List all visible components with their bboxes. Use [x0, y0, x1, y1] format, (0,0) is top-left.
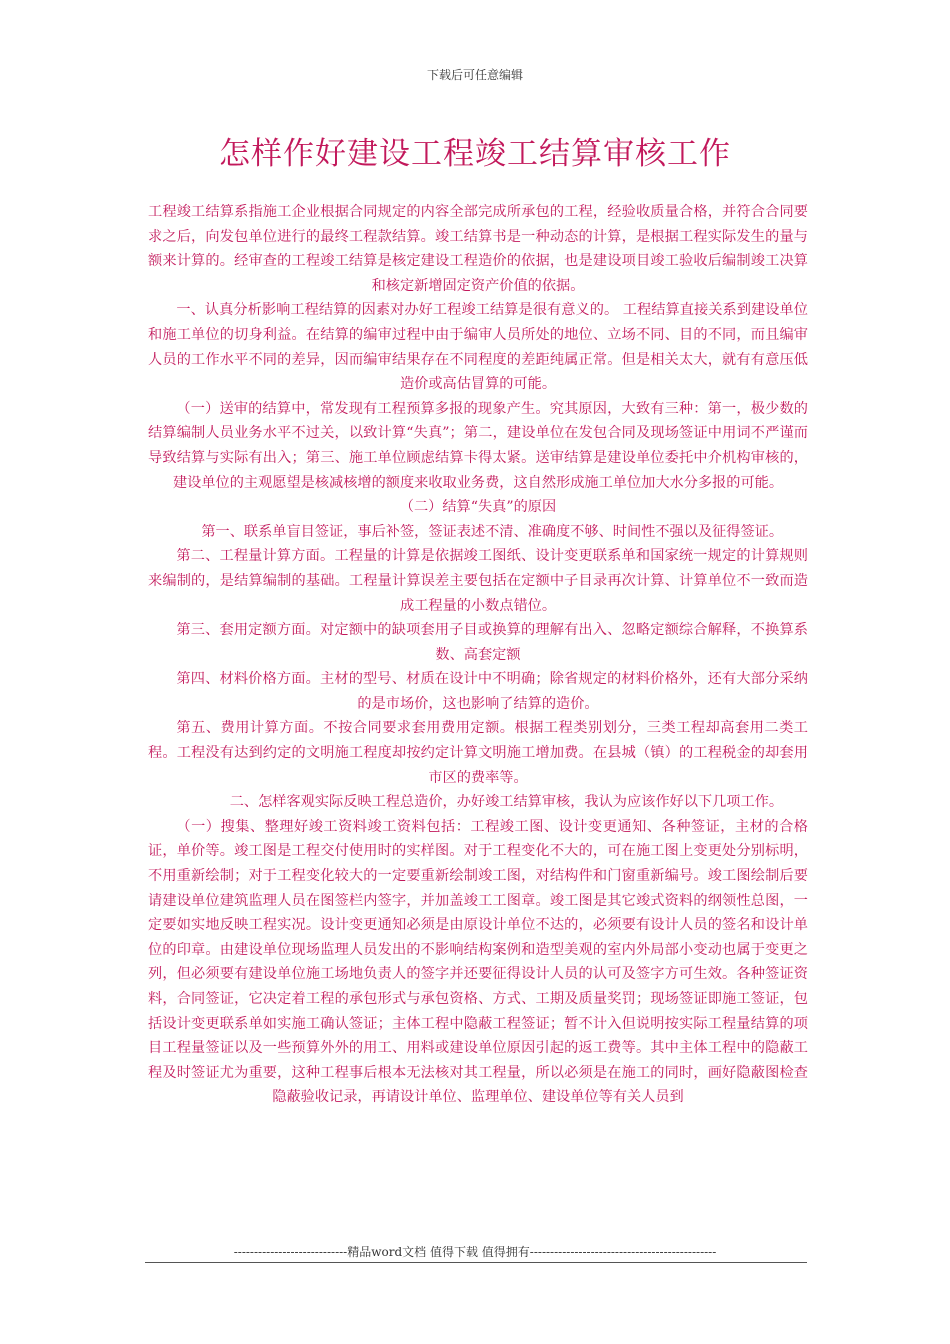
paragraph-point-4: 第四、材料价格方面。主材的型号、材质在设计中不明确；除省规定的材料价格外，还有大部分采纳的是市场价，这也影响了结算的造价。: [176, 671, 808, 712]
document-body: [148, 200, 808, 1110]
footer-divider: [145, 1262, 807, 1263]
footer-text: ----------------------------精品word文档 值得下载 值得拥有----------------------------------------------: [233, 1245, 717, 1259]
paragraph-point-1: 第一、联系单盲目签证，事后补签，签证表述不清、准确度不够、时间性不强以及征得签证。: [201, 523, 784, 540]
paragraph-intro: 工程竣工结算系指施工企业根据合同规定的内容全部完成所承包的工程，经验收质量合格，并符合合同要求之后，向发包单位进行的最终工程款结算。竣工结算书是一种动态的计算，是根据工程实际发生的量与额来计算的。经审查的工程竣工结算是核定建设工程造价的依据，也是建设项目竣工验收后编制竣工决算和核定新增固定资产价值的依据。: [148, 204, 808, 294]
header-note: 下载后可任意编辑: [426, 68, 523, 82]
paragraph-subsection-2-heading: （二）结算“失真”的原因: [399, 499, 557, 516]
paragraph-subsection-1: （一）送审的结算中，常发现有工程预算多报的现象产生。究其原因，大致有三种：第一，极少数的结算编制人员业务水平不过关，以致计算“失真”；第二，建设单位在发包合同及现场签证中用词不严谨而导致结算与实际有出入；第三、施工单位顾虑结算卡得太紧。送审结算是建设单位委托中介机构审核的，建设单位的主观愿望是核减核增的额度来收取业务费，这自然形成施工单位加大水分多报的可能。: [148, 400, 808, 491]
paragraph-section-2-item-1: （一）搜集、整理好竣工资料竣工资料包括：工程竣工图、设计变更通知、各种签证，主材的合格证，单价等。竣工图是工程交付使用时的实样图。对于工程变化不大的，可在施工图上变更处分别标明，不用重新绘制；对于工程变化较大的一定要重新绘制竣工图，对结构件和门窗重新编号。竣工图绘制后要请建设单位建筑监理人员在图签栏内签字，并加盖竣工工图章。竣工图是其它竣式资料的纲领性总图，一定要如实地反映工程实况。设计变更通知必须是由原设计单位不达的，必须要有设计人员的签名和设计单位的印章。由建设单位现场监理人员发出的不影响结构案例和造型美观的室内外局部小变动也属于变更之列，但必须要有建设单位施工场地负责人的签字并还要征得设计人员的认可及签字方可生效。各种签证资料，合同签证，它决定着工程的承包形式与承包资格、方式、工期及质量奖罚；现场签证即施工签证，包括设计变更联系单如实施工确认签证；主体工程中隐蔽工程签证；暂不计入但说明按实际工程量结算的项目工程量签证以及一些预算外外的用工、用料或建设单位原因引起的返工费等。其中主体工程中的隐蔽工程及时签证尤为重要，这种工程事后根本无法核对其工程量，所以必须是在施工的同时，画好隐蔽图检查隐蔽验收记录，再请设计单位、监理单位、建设单位等有关人员到: [148, 818, 808, 1106]
paragraph-section-2: 二、怎样客观实际反映工程总造价，办好竣工结算审核，我认为应该作好以下几项工作。: [229, 794, 784, 811]
paragraph-point-2: 第二、工程量计算方面。工程量的计算是依据竣工图纸、设计变更联系单和国家统一规定的计算规则来编制的，是结算编制的基础。工程量计算误差主要包括在定额中子目录再次计算、计算单位不一致而造成工程量的小数点错位。: [148, 548, 808, 614]
document-title: 怎样作好建设工程竣工结算审核工作: [219, 136, 731, 172]
paragraph-point-5: 第五、费用计算方面。不按合同要求套用费用定额。根据工程类别划分，三类工程却高套用二类工程。工程没有达到约定的文明施工程度却按约定计算文明施工增加费。在县城（镇）的工程税金的却套用市区的费率等。: [148, 720, 808, 786]
paragraph-section-1: 一、认真分析影响工程结算的因素对办好工程竣工结算是很有意义的。 工程结算直接关系到建设单位和施工单位的切身利益。在结算的编审过程中由于编审人员所处的地位、立场不同、目的不同，而且编审人员的工作水平不同的差异，因而编审结果存在不同程度的差距纯属正常。但是相关太大，就有有意压低造价或高估冒算的可能。: [148, 302, 808, 393]
paragraph-point-3: 第三、套用定额方面。对定额中的缺项套用子目或换算的理解有出入、忽略定额综合解释，不换算系数、高套定额: [176, 622, 808, 663]
